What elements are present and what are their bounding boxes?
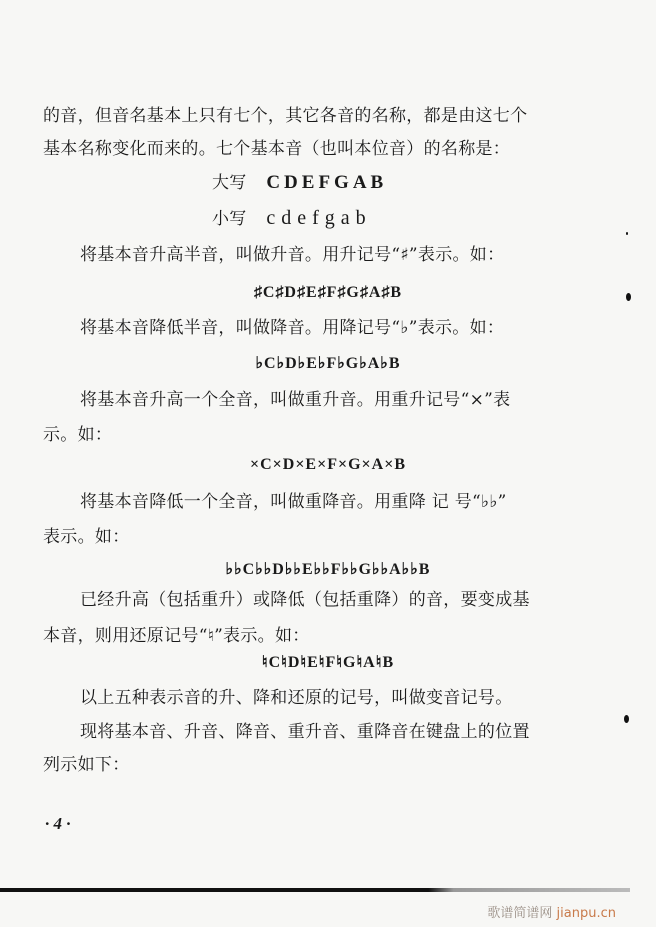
page-number: · 4 · bbox=[45, 814, 71, 833]
double-sharp-text: 将基本音升高一个全音，叫做重升音。用重升记号“×”表 bbox=[80, 390, 511, 410]
natural-text-cont: 本音，则用还原记号“♮”表示。如： bbox=[43, 626, 310, 646]
paragraph-line: 基本名称变化而来的。七个基本音（也叫本位音）的名称是： bbox=[43, 139, 511, 159]
double-sharp-notes: ×C×D×E×F×G×A×B bbox=[249, 456, 407, 473]
watermark-cn: 歌谱简谱网 bbox=[487, 906, 553, 921]
bottom-rule bbox=[0, 888, 630, 892]
flat-text: 将基本音降低半音，叫做降音。用降记号“♭”表示。如： bbox=[80, 318, 505, 338]
lower-notes: cdefgab bbox=[266, 207, 372, 229]
scan-speck bbox=[624, 715, 629, 723]
double-flat-text: 将基本音降低一个全音，叫做重降音。用重降 记 号“♭♭” bbox=[80, 492, 507, 512]
paragraph-line: 的音，但音名基本上只有七个，其它各音的名称，都是由这七个 bbox=[43, 106, 528, 126]
flat-notes: ♭C♭D♭E♭F♭G♭A♭B bbox=[255, 355, 401, 372]
double-flat-notes: ♭♭C♭♭D♭♭E♭♭F♭♭G♭♭A♭♭B bbox=[225, 561, 431, 578]
keyboard-text: 现将基本音、升音、降音、重升音、重降音在键盘上的位置 bbox=[80, 722, 530, 742]
watermark bbox=[487, 902, 616, 921]
lower-case-row bbox=[212, 208, 372, 229]
keyboard-text-cont: 列示如下： bbox=[43, 755, 130, 775]
natural-text: 已经升高（包括重升）或降低（包括重降）的音，要变成基 bbox=[80, 590, 530, 610]
upper-label: 大写 bbox=[212, 173, 247, 193]
summary-text: 以上五种表示音的升、降和还原的记号，叫做变音记号。 bbox=[80, 688, 513, 708]
upper-notes: CDEFGAB bbox=[266, 172, 388, 193]
double-flat-text-cont: 表示。如： bbox=[43, 527, 130, 547]
scan-speck bbox=[626, 293, 631, 301]
scan-speck bbox=[626, 232, 628, 235]
sharp-notes: ♯C♯D♯E♯F♯G♯A♯B bbox=[253, 284, 403, 301]
watermark-en: jianpu.cn bbox=[556, 906, 616, 921]
upper-case-row bbox=[212, 173, 387, 193]
double-sharp-text-cont: 示。如： bbox=[43, 425, 113, 445]
lower-label: 小写 bbox=[212, 209, 247, 229]
sharp-text: 将基本音升高半音，叫做升音。用升记号“♯”表示。如： bbox=[80, 245, 505, 265]
natural-notes: ♮C♮D♮E♮F♮G♮A♮B bbox=[261, 654, 395, 671]
